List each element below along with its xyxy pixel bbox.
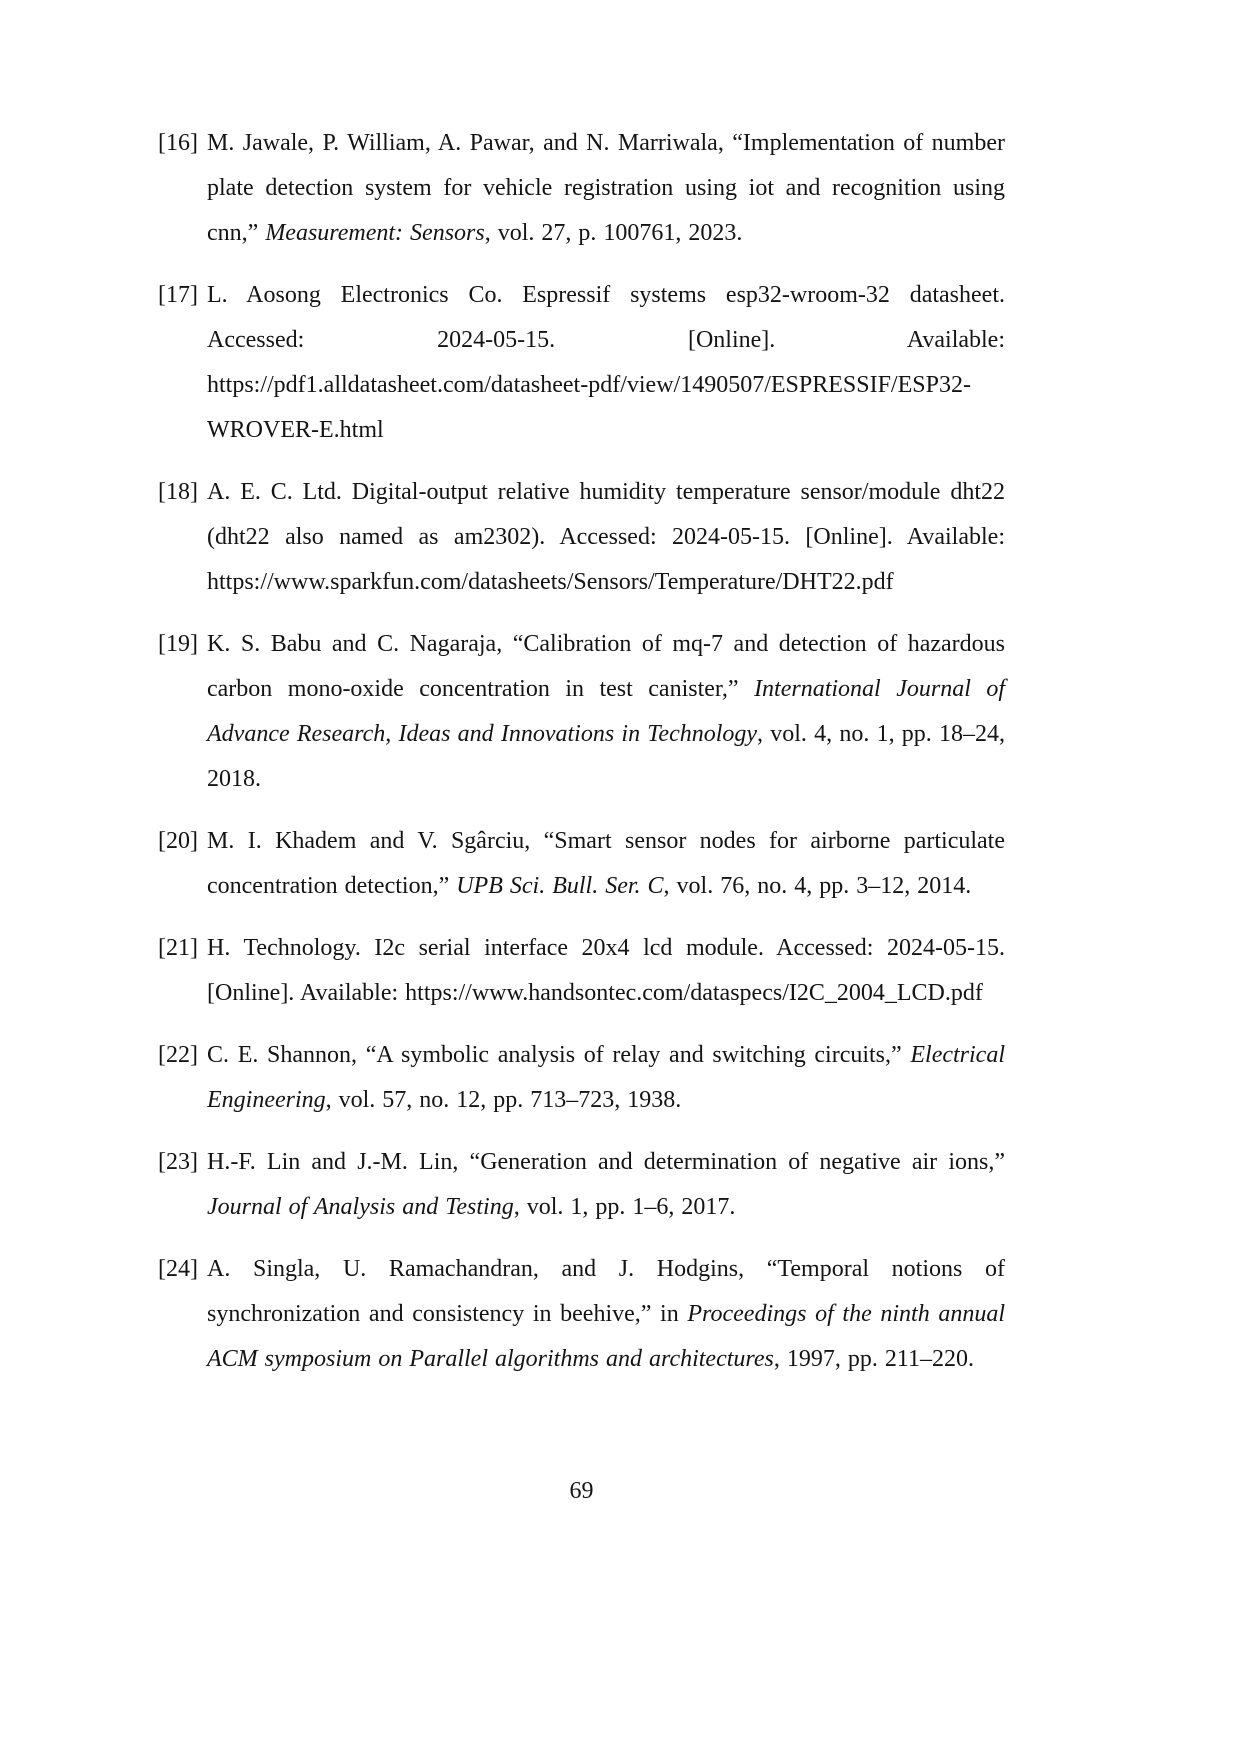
reference-text bbox=[207, 1256, 1005, 1372]
reference-text bbox=[207, 631, 1005, 792]
reference-text bbox=[207, 828, 1005, 899]
reference-text bbox=[207, 479, 1005, 595]
reference-label: [18] bbox=[158, 479, 198, 505]
reference-italic-segment: Journal of Analysis and Testing bbox=[207, 1194, 514, 1220]
reference-segment: A. E. C. Ltd. Digital-output relative humidity temperature sensor/module dht22 (dht22 also named as am2302). Accessed: 2024-05-15. [Online]. Available: https://www.sparkfun.com/datasheets/Sensors/Temperature/DHT22.pdf bbox=[207, 479, 1005, 595]
reference-item bbox=[158, 121, 1005, 256]
reference-segment: , vol. 76, no. 4, pp. 3–12, 2014. bbox=[663, 873, 972, 899]
reference-item bbox=[158, 622, 1005, 802]
reference-item bbox=[158, 1140, 1005, 1230]
reference-label: [20] bbox=[158, 828, 198, 854]
reference-segment: , vol. 57, no. 12, pp. 713–723, 1938. bbox=[325, 1087, 682, 1113]
reference-item bbox=[158, 273, 1005, 453]
reference-item bbox=[158, 1033, 1005, 1123]
reference-item bbox=[158, 1247, 1005, 1382]
reference-segment: , vol. 1, pp. 1–6, 2017. bbox=[513, 1194, 736, 1220]
reference-label: [16] bbox=[158, 130, 198, 156]
reference-text bbox=[207, 282, 1005, 443]
reference-text bbox=[207, 935, 1005, 1006]
reference-item bbox=[158, 470, 1005, 605]
references-list bbox=[158, 121, 1005, 1382]
reference-segment: A. Singla, U. Ramachandran, and J. Hodgins, “Temporal notions of synchronization and consistency in beehive,” in bbox=[207, 1256, 1005, 1327]
reference-segment: M. I. Khadem and V. Sgârciu, “Smart sensor nodes for airborne particulate concentration detection,” bbox=[207, 828, 1005, 899]
reference-text bbox=[207, 1149, 1005, 1220]
reference-label: [17] bbox=[158, 282, 198, 308]
reference-segment: C. E. Shannon, “A symbolic analysis of relay and switching circuits,” bbox=[207, 1042, 911, 1068]
reference-text bbox=[207, 130, 1005, 246]
reference-label: [24] bbox=[158, 1256, 198, 1282]
reference-segment: , vol. 27, p. 100761, 2023. bbox=[484, 220, 743, 246]
reference-item bbox=[158, 819, 1005, 909]
reference-italic-segment: International Journal of Advance Research, Ideas and Innovations in Technology bbox=[207, 676, 1005, 747]
reference-text bbox=[207, 1042, 1005, 1113]
reference-italic-segment: UPB Sci. Bull. Ser. C bbox=[456, 873, 664, 899]
reference-segment: K. S. Babu and C. Nagaraja, “Calibration of mq-7 and detection of hazardous carbon mono-oxide concentration in test canister,” bbox=[207, 631, 1005, 702]
reference-italic-segment: Electrical Engineering bbox=[207, 1042, 1005, 1113]
reference-segment: H. Technology. I2c serial interface 20x4 lcd module. Accessed: 2024-05-15. [Online]. Available: https://www.handsontec.com/dataspecs/I2C_2004_LCD.pdf bbox=[207, 935, 1005, 1006]
reference-label: [19] bbox=[158, 631, 198, 657]
reference-label: [22] bbox=[158, 1042, 198, 1068]
reference-segment: , 1997, pp. 211–220. bbox=[773, 1346, 974, 1372]
reference-segment: M. Jawale, P. William, A. Pawar, and N. Marriwala, “Implementation of number plate detection system for vehicle registration using iot and recognition using cnn,” bbox=[207, 130, 1005, 246]
reference-label: [23] bbox=[158, 1149, 198, 1175]
reference-label: [21] bbox=[158, 935, 198, 961]
reference-italic-segment: Proceedings of the ninth annual ACM symposium on Parallel algorithms and architectures bbox=[207, 1301, 1005, 1372]
page-number: 69 bbox=[569, 1478, 594, 1504]
reference-segment: L. Aosong Electronics Co. Espressif systems esp32-wroom-32 datasheet. Accessed: 2024-05-15. [Online]. Available: https://pdf1.alldatasheet.com/datasheet-pdf/view/1490507/ESPRESSIF/ESP32-WROVER-E.html bbox=[207, 282, 1005, 443]
reference-italic-segment: Measurement: Sensors bbox=[265, 220, 485, 246]
reference-segment: , vol. 4, no. 1, pp. 18–24, 2018. bbox=[207, 721, 1005, 792]
reference-segment: H.-F. Lin and J.-M. Lin, “Generation and determination of negative air ions,” bbox=[207, 1149, 1005, 1175]
reference-item bbox=[158, 926, 1005, 1016]
